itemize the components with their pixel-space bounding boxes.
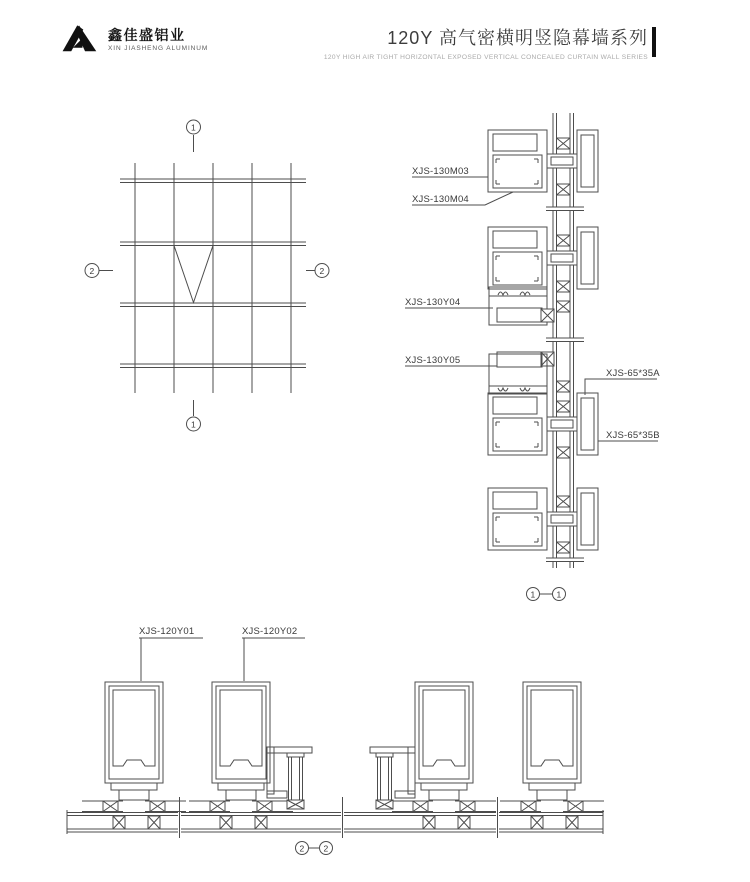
transom-unit-2: [488, 227, 598, 289]
section-mark-2-right: 2: [323, 843, 329, 854]
mullion-profile-4: [500, 682, 604, 812]
label-xjs-120y02: XJS-120Y02: [242, 626, 298, 637]
vertical-section-detail: [405, 113, 660, 601]
label-xjs-120y01: XJS-120Y01: [139, 626, 195, 637]
vent-sash-right: [370, 747, 415, 809]
section-mark-1-left: 1: [530, 589, 536, 600]
page-title: 120Y 高气密横明竖隐幕墙系列: [387, 28, 648, 48]
mullion-profile-1: [82, 682, 186, 812]
axis-marker-left-label: 2: [89, 266, 95, 276]
label-xjs-130m03: XJS-130M03: [412, 166, 469, 177]
grid-vertical-lines: [135, 163, 291, 393]
axis-marker-top-label: 1: [191, 122, 196, 133]
section-mark-2-2: [296, 842, 333, 855]
axis-marker-top: [187, 120, 201, 152]
axis-marker-right-label: 2: [319, 266, 325, 276]
section-mark-2-left: 2: [299, 843, 305, 854]
sash-section-y05: [489, 352, 554, 394]
axis-marker-bottom: [187, 400, 201, 431]
brand-name-cn: 鑫佳盛铝业: [108, 26, 186, 43]
label-xjs-130y04: XJS-130Y04: [405, 297, 461, 308]
horizontal-section-detail: [67, 626, 604, 855]
vent-open-symbol: [174, 246, 213, 303]
label-xjs-130m04: XJS-130M04: [412, 194, 469, 205]
vent-sash-left: [267, 747, 312, 809]
label-xjs-65-35b: XJS-65*35B: [606, 430, 660, 441]
elevation-diagram: [85, 120, 329, 431]
glass-band-lines: [67, 810, 603, 834]
axis-marker-right: [306, 264, 329, 278]
sash-section-y04: [489, 287, 554, 325]
axis-marker-bottom-label: 1: [191, 419, 196, 430]
brand-name-en: XIN JIASHENG ALUMINUM: [108, 45, 209, 53]
axis-marker-left: [85, 264, 113, 278]
transom-unit-4: [488, 488, 598, 550]
label-xjs-65-35a: XJS-65*35A: [606, 368, 660, 379]
transom-unit-1: [488, 130, 598, 192]
page-subtitle: 120Y HIGH AIR TIGHT HORIZONTAL EXPOSED VERTICAL CONCEALED CURTAIN WALL SERIES: [323, 54, 648, 61]
section-mark-1-right: 1: [556, 589, 562, 600]
transom-unit-3: [488, 393, 598, 455]
leader-y02: [242, 638, 305, 681]
leader-y01: [139, 638, 203, 681]
section-mark-1-1: [527, 588, 566, 601]
label-xjs-130y05: XJS-130Y05: [405, 355, 461, 366]
